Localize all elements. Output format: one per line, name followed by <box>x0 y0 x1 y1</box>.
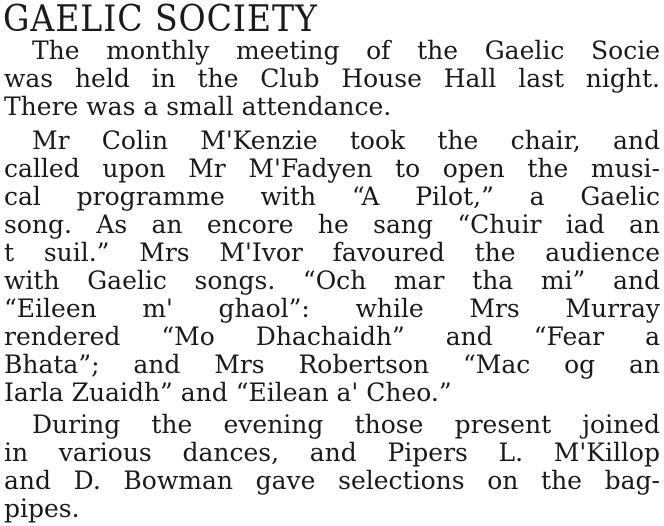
article-headline: GAELIC SOCIETY <box>3 0 318 40</box>
article-line: was held in the Club House Hall last night. <box>4 64 660 93</box>
article-line: with Gaelic songs. “Och mar tha mi” and <box>4 266 660 295</box>
article-line: rendered “Mo Dhachaidh” and “Fear a <box>4 322 660 351</box>
article-line: “Eileen m' ghaol”: while Mrs Murray <box>4 294 660 323</box>
article-line: Bhata”; and Mrs Robertson “Mac og an <box>4 350 660 379</box>
article-line: pipes. <box>4 494 80 523</box>
article-line: t suil.” Mrs M'Ivor favoured the audience <box>4 238 660 267</box>
article-line: in various dances, and Pipers L. M'Killop <box>4 438 660 467</box>
article-line: During the evening those present joined <box>32 410 660 439</box>
article-line: and D. Bowman gave selections on the bag- <box>4 466 660 495</box>
article-line: Iarla Zuaidh” and “Eilean a' Cheo.” <box>4 378 452 407</box>
article-line: song. As an encore he sang “Chuir iad an <box>4 210 660 239</box>
article-line: There was a small attendance. <box>4 92 392 121</box>
article-line: The monthly meeting of the Gaelic Socie <box>32 36 660 65</box>
article-line: Mr Colin M'Kenzie took the chair, and <box>32 126 660 155</box>
article-line: called upon Mr M'Fadyen to open the musi- <box>4 154 660 183</box>
article-line: cal programme with “A Pilot,” a Gaelic <box>4 182 660 211</box>
